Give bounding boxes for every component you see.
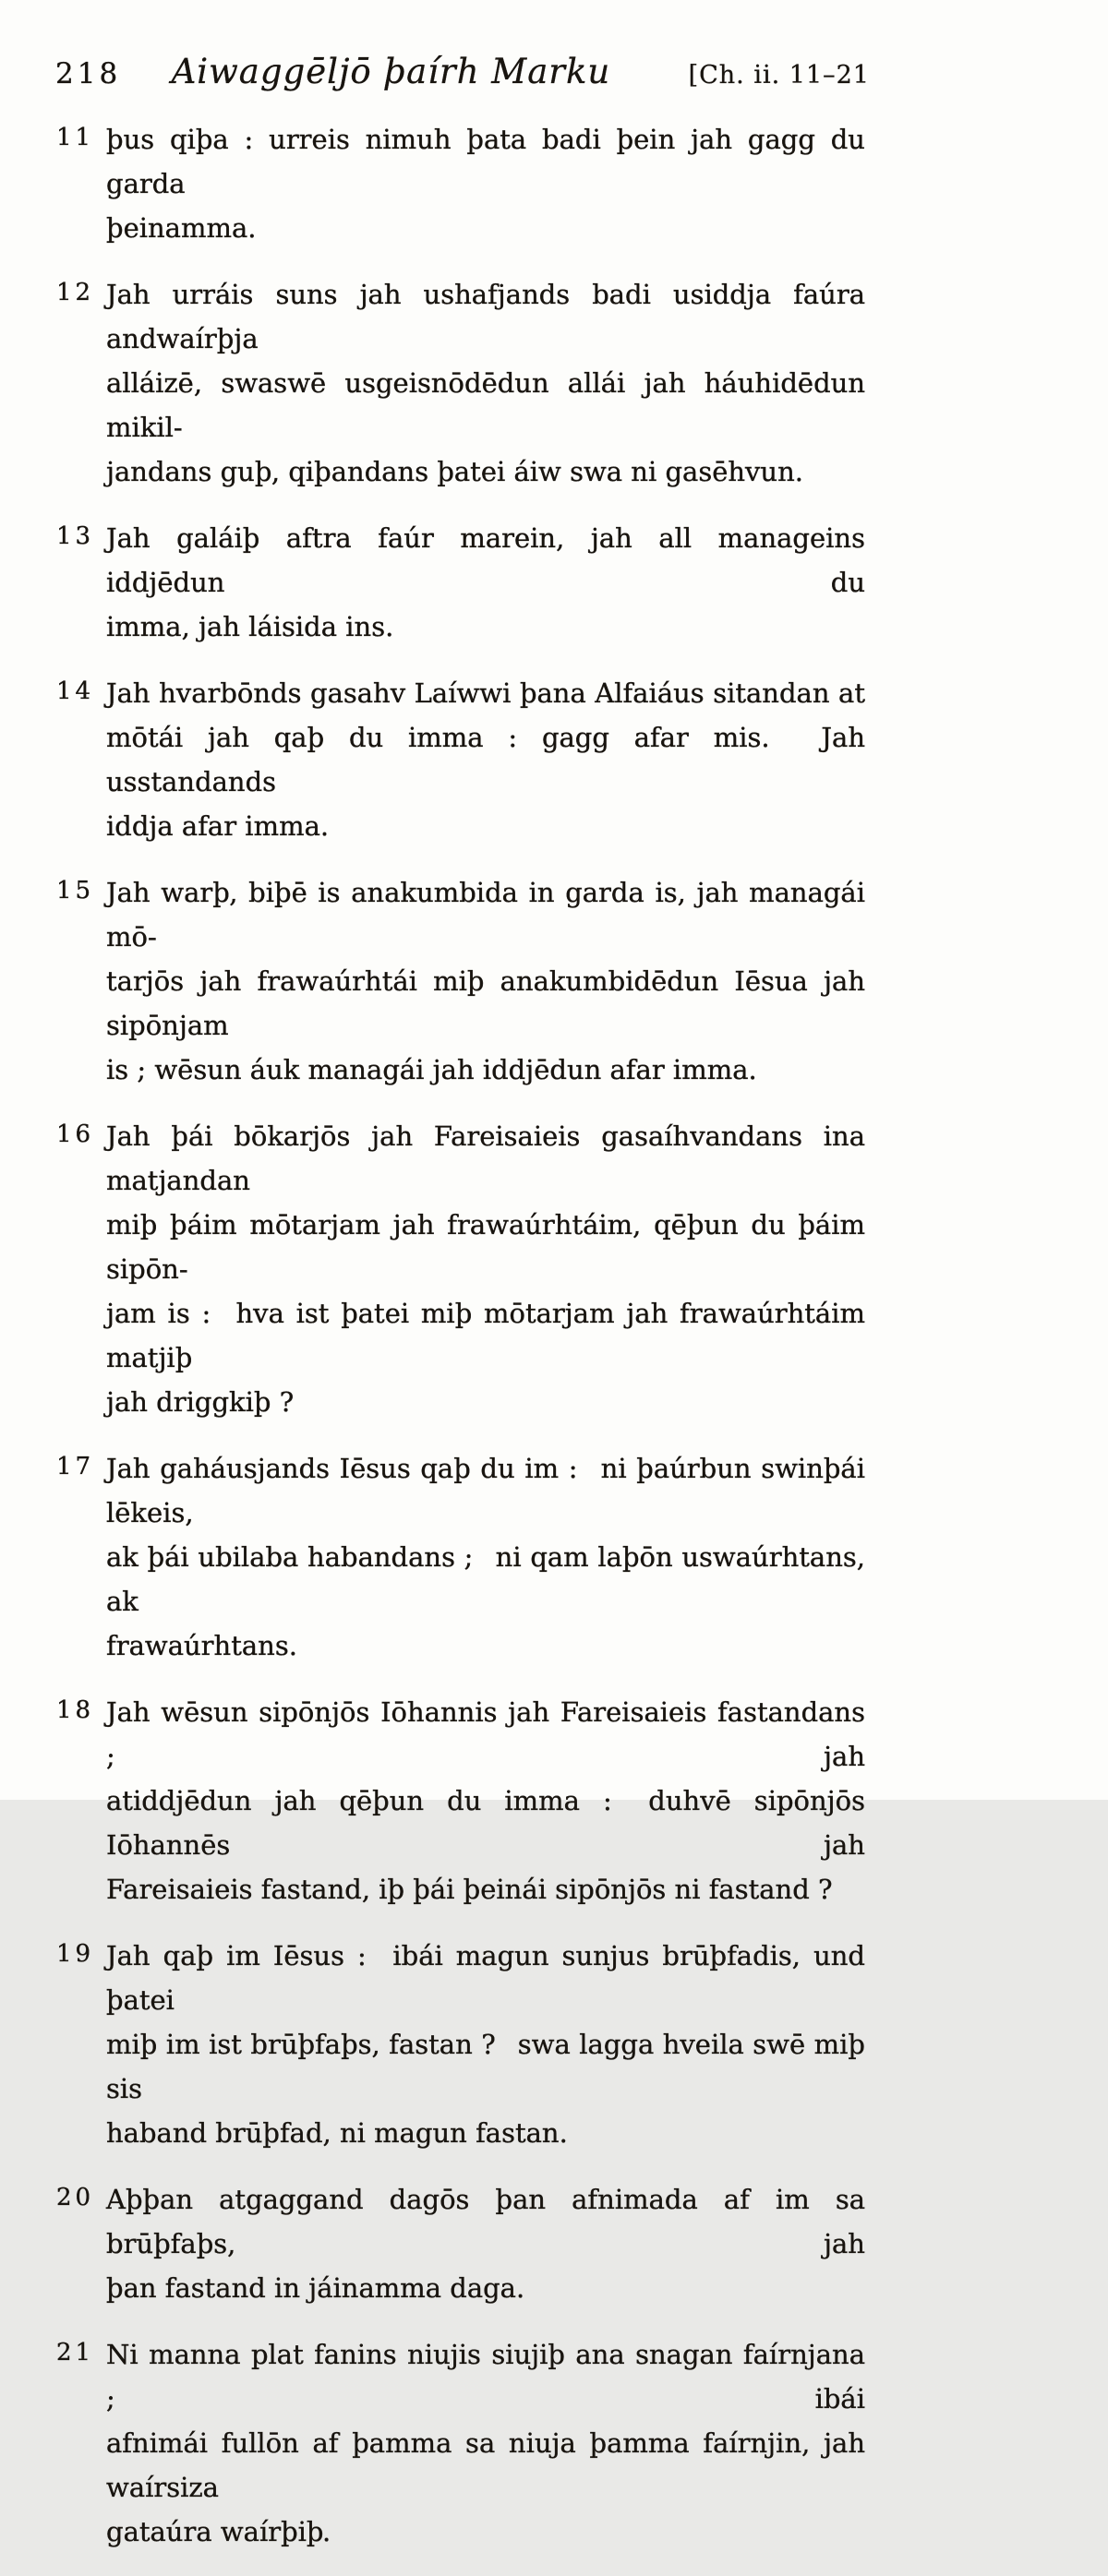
verse [56,1114,870,1424]
verse-line: miþ im ist brūþfaþs, fastan ? swa lagga hveila swē miþ sis [106,2029,865,2104]
verse-lines [106,1934,865,2155]
verse-line: gataúra waírþiþ. [106,2516,331,2547]
verse-number: 16 [56,1120,95,1148]
verse [56,1690,870,1911]
verse-number: 20 [56,2184,95,2211]
verse-line: Jah galáiþ aftra faúr marein, jah all manageins iddjēdun du [106,522,865,598]
verse [56,117,870,250]
verse-line: frawaúrhtans. [106,1630,297,1661]
verse-line: is ; wēsun áuk managái jah iddjēdun afar imma. [106,1054,757,1085]
verse-line: mōtái jah qaþ du imma : gagg afar mis. Jah usstandands [106,722,865,797]
verse-line: tarjōs jah frawaúrhtái miþ anakumbidēdun Iēsua jah sipōnjam [106,965,865,1041]
verse-line: afnimái fullōn af þamma sa niuja þamma faírnjin, jah waírsiza [106,2427,865,2503]
verse-line: iddja afar imma. [106,810,330,842]
verse-lines [106,272,865,494]
verse-number: 21 [56,2339,95,2366]
verse [56,671,870,848]
verse-lines [106,1446,865,1668]
page-number: 218 [55,57,122,90]
verse-line: imma, jah láisida ins. [106,611,394,642]
verse-line: jah driggkiþ ? [106,1386,295,1418]
verse-lines [106,1690,865,1911]
verse-lines [106,671,865,848]
verse-lines [106,870,865,1092]
verse-line: Jah gaháusjands Iēsus qaþ du im : ni þaúrbun swinþái lēkeis, [106,1453,865,1528]
verse-number: 11 [56,124,95,151]
verse-lines [106,117,865,250]
verse [56,2177,870,2310]
verse [56,870,870,1092]
verse-line: jam is : hva ist þatei miþ mōtarjam jah frawaúrhtáim matjiþ [106,1298,865,1373]
verse-line: Fareisaieis fastand, iþ þái þeinái sipōnjōs ni fastand ? [106,1874,833,1905]
verse-line: haband brūþfad, ni magun fastan. [106,2117,568,2149]
verse-line: atiddjēdun jah qēþun du imma : duhvē sipōnjōs Iōhannēs jah [106,1785,865,1861]
verse-line: Jah warþ, biþē is anakumbida in garda is, jah managái mō- [106,877,865,953]
verse-line: Jah urráis suns jah ushafjands badi usiddja faúra andwaírþja [106,279,865,354]
verse-line: ak þái ubilaba habandans ; ni qam laþōn uswaúrhtans, ak [106,1541,865,1617]
verse-line: Aþþan atgaggand dagōs þan afnimada af im sa brūþfaþs, jah [106,2184,865,2259]
verse-line: Jah hvarbōnds gasahv Laíwwi þana Alfaiáus sitandan at [106,677,865,709]
verse-text-block [56,117,870,2554]
verse-line: þeinamma. [106,212,257,244]
verse-lines [106,516,865,649]
verse [56,516,870,649]
verse [56,1446,870,1668]
verse-number: 12 [56,279,95,306]
verse-line: þan fastand in jáinamma daga. [106,2272,525,2304]
verse-number: 13 [56,522,95,550]
verse-line: þus qiþa : urreis nimuh þata badi þein jah gagg du garda [106,124,865,199]
verse-number: 18 [56,1696,95,1724]
verse-number: 19 [56,1940,95,1968]
verse-lines [106,1114,865,1424]
verse [56,2332,870,2554]
page-content [55,52,870,2576]
verse-lines [106,2332,865,2554]
verse-line: alláizē, swaswē usgeisnōdēdun allái jah háuhidēdun mikil- [106,367,865,443]
verse-line: Jah qaþ im Iēsus : ibái magun sunjus brūþfadis, und þatei [106,1940,865,2016]
verse-line: miþ þáim mōtarjam jah frawaúrhtáim, qēþun du þáim sipōn- [106,1209,865,1285]
verse-line: Ni manna plat fanins niujis siujiþ ana snagan faírnjana ; ibái [106,2339,865,2414]
page-header [55,52,870,91]
verse-line: jandans guþ, qiþandans þatei áiw swa ni gasēhvun. [106,456,804,487]
verse-number: 14 [56,677,95,705]
running-title: Aiwaggēljō þaírh Marku [171,52,611,91]
verse-line: Jah wēsun sipōnjōs Iōhannis jah Fareisaieis fastandans ; jah [106,1696,865,1772]
verse-number: 17 [56,1453,95,1480]
verse-number: 15 [56,877,95,905]
chapter-reference: [Ch. ii. 11–21 [688,61,870,90]
verse [56,272,870,494]
verse [56,1934,870,2155]
verse-line: Jah þái bōkarjōs jah Fareisaieis gasaíhvandans ina matjandan [106,1120,865,1196]
verse-lines [106,2177,865,2310]
